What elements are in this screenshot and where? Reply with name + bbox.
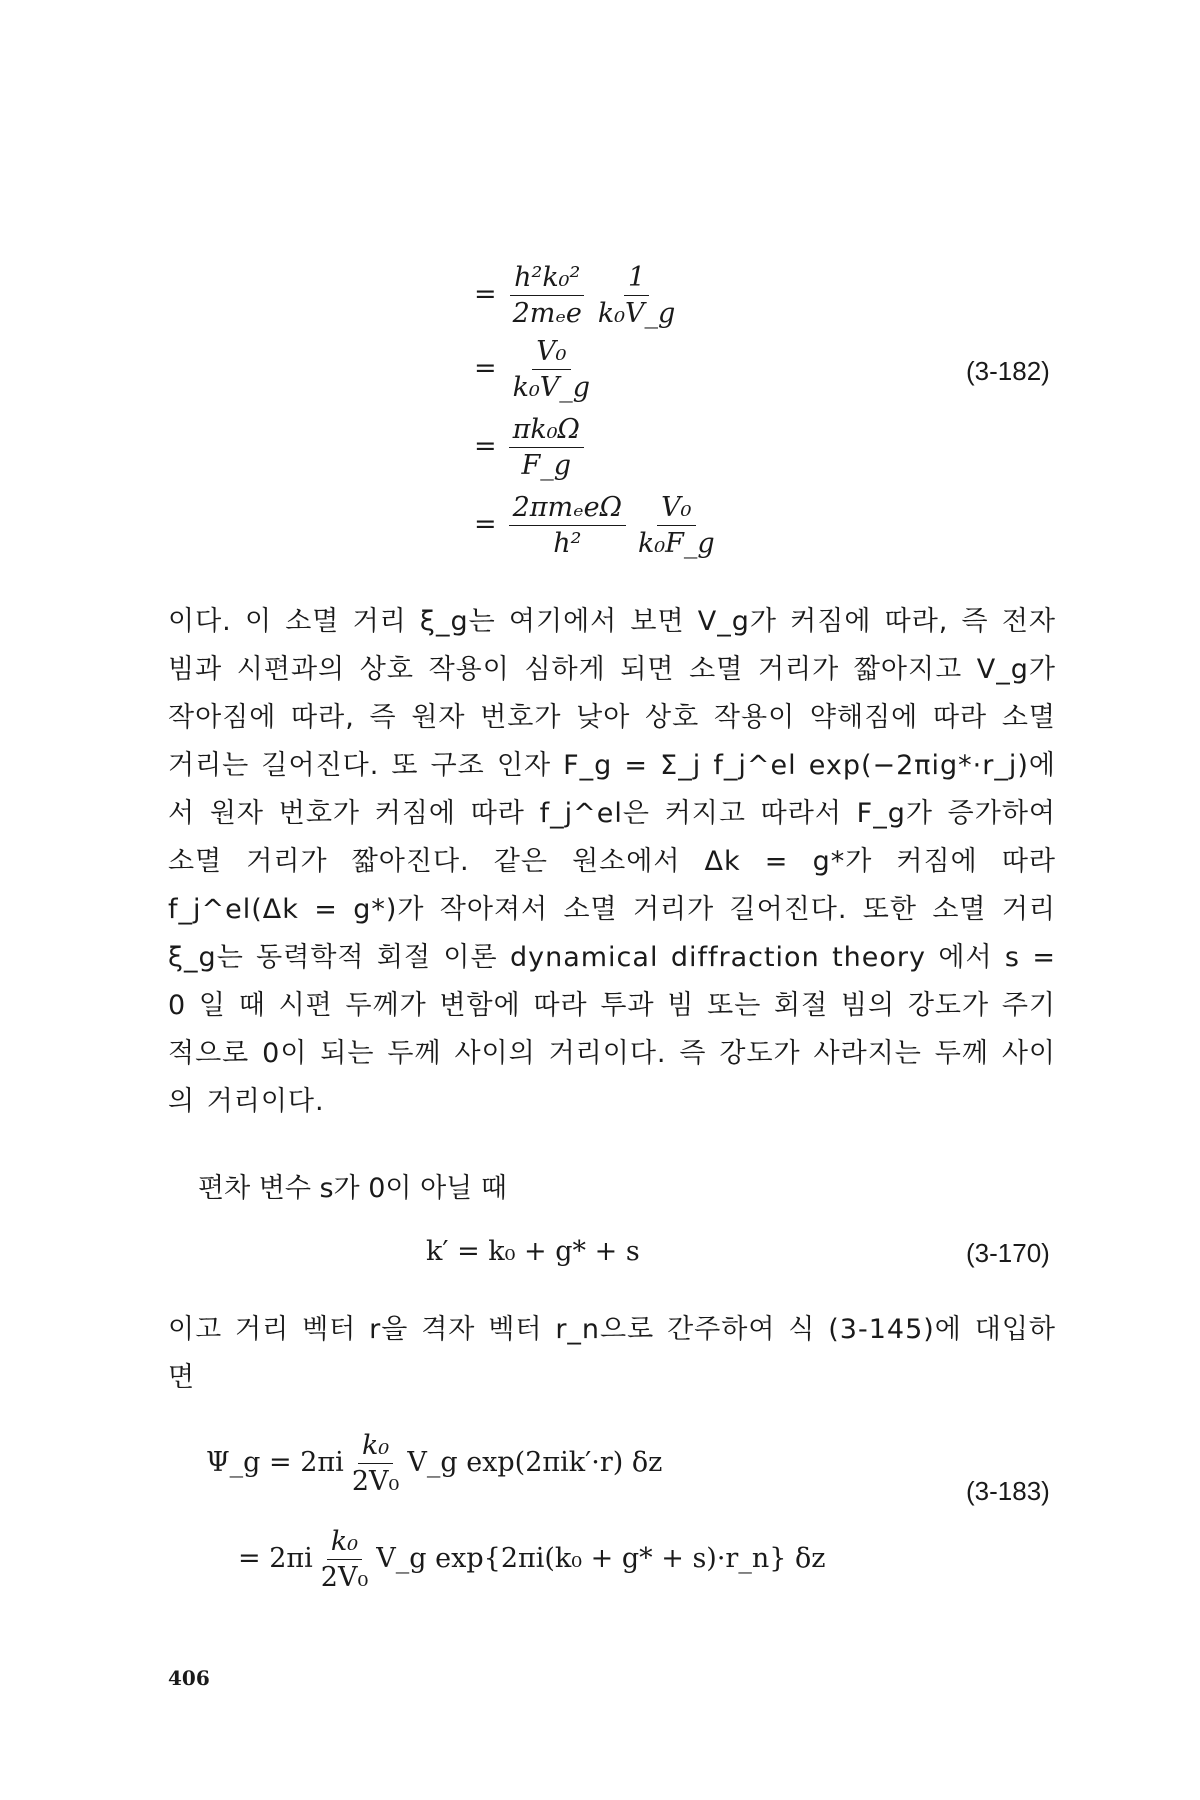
fraction: $\frac{1}{\text{k₀V\_g}}$	[597, 262, 676, 329]
fraction: $\frac{\text{V₀}}{\text{k₀V\_g}}$	[512, 336, 591, 403]
equation-3-182-row-2: = $\frac{\text{V₀}}{\text{k₀V\_g}}$	[474, 336, 598, 403]
fraction: $\frac{\text{2πmₑeΩ}}{\text{h²}}$	[509, 492, 626, 559]
equation-number-3-182: (3-182)	[966, 356, 1050, 386]
paragraph-substitution: 이고 거리 벡터 r을 격자 벡터 r_n으로 간주하여 식 (3-145)에 대입하면	[168, 1314, 1056, 1393]
fraction: $\frac{\text{h²k₀²}}{\text{2mₑe}}$	[509, 262, 586, 329]
equation-3-183-row-1: Ψ_g = 2πi $\frac{\text{k₀}}{\text{2V₀}}$ V_g exp(2πik′·r) δz	[206, 1430, 663, 1497]
equation-3-170: k′ = k₀ + g* + s	[426, 1236, 640, 1267]
fraction: $\frac{\text{k₀}}{\text{2V₀}}$	[320, 1526, 369, 1593]
paragraph-deviation-parameter: 편차 변수 s가 0이 아닐 때	[198, 1173, 507, 1204]
equation-3-182-row-1: = $\frac{\text{h²k₀²}}{\text{2mₑe}}$ $\frac{1}{\text{k₀V\_g}}$	[474, 262, 683, 329]
fraction: $\frac{\text{k₀}}{\text{2V₀}}$	[351, 1430, 400, 1497]
equation-3-182-row-4: = $\frac{\text{2πmₑeΩ}}{\text{h²}}$ $\frac{\text{V₀}}{\text{k₀F\_g}}$	[474, 492, 723, 559]
fraction: $\frac{\text{πk₀Ω}}{F\_g}$	[509, 414, 584, 481]
equation-number-3-183: (3-183)	[966, 1476, 1050, 1506]
fraction: $\frac{\text{V₀}}{\text{k₀F\_g}}$	[637, 492, 715, 559]
paragraph-extinction-distance: 이다. 이 소멸 거리 ξ_g는 여기에서 보면 V_g가 커짐에 따라, 즉 전자 빔과 시편과의 상호 작용이 심하게 되면 소멸 거리가 짧아지고 V_g가 작아짐에 따라, 즉 원자 번호가 낮아 상호 작용이 약해짐에 따라 소멸 거리는 길어진다. 또 구조 인자 F_g = Σ_j f_j^el exp(−2πig*·r_j)에서 원자 번호가 커짐에 따라 f_j^el은 커지고 따라서 F_g가 증가하여 소멸 거리가 짧아진다. 같은 원소에서 Δk = g*가 커짐에 따라 f_j^el(Δk = g*)가 작아져서 소멸 거리가 길어진다. 또한 소멸 거리 ξ_g는 동력학적 회절 이론 dynamical diffraction theory 에서 s = 0 일 때 시편 두께가 변함에 따라 투과 빔 또는 회절 빔의 강도가 주기적으로 0이 되는 두께 사이의 거리이다. 즉 강도가 사라지는 두께 사이의 거리이다.	[168, 606, 1056, 1117]
equation-3-182-row-3: = $\frac{\text{πk₀Ω}}{F\_g}$	[474, 414, 588, 481]
equation-number-3-170: (3-170)	[966, 1238, 1050, 1268]
equation-3-183-row-2: = 2πi $\frac{\text{k₀}}{\text{2V₀}}$ V_g exp{2πi(k₀ + g* + s)·r_n} δz	[238, 1526, 826, 1593]
page-number: 406	[168, 1666, 210, 1690]
